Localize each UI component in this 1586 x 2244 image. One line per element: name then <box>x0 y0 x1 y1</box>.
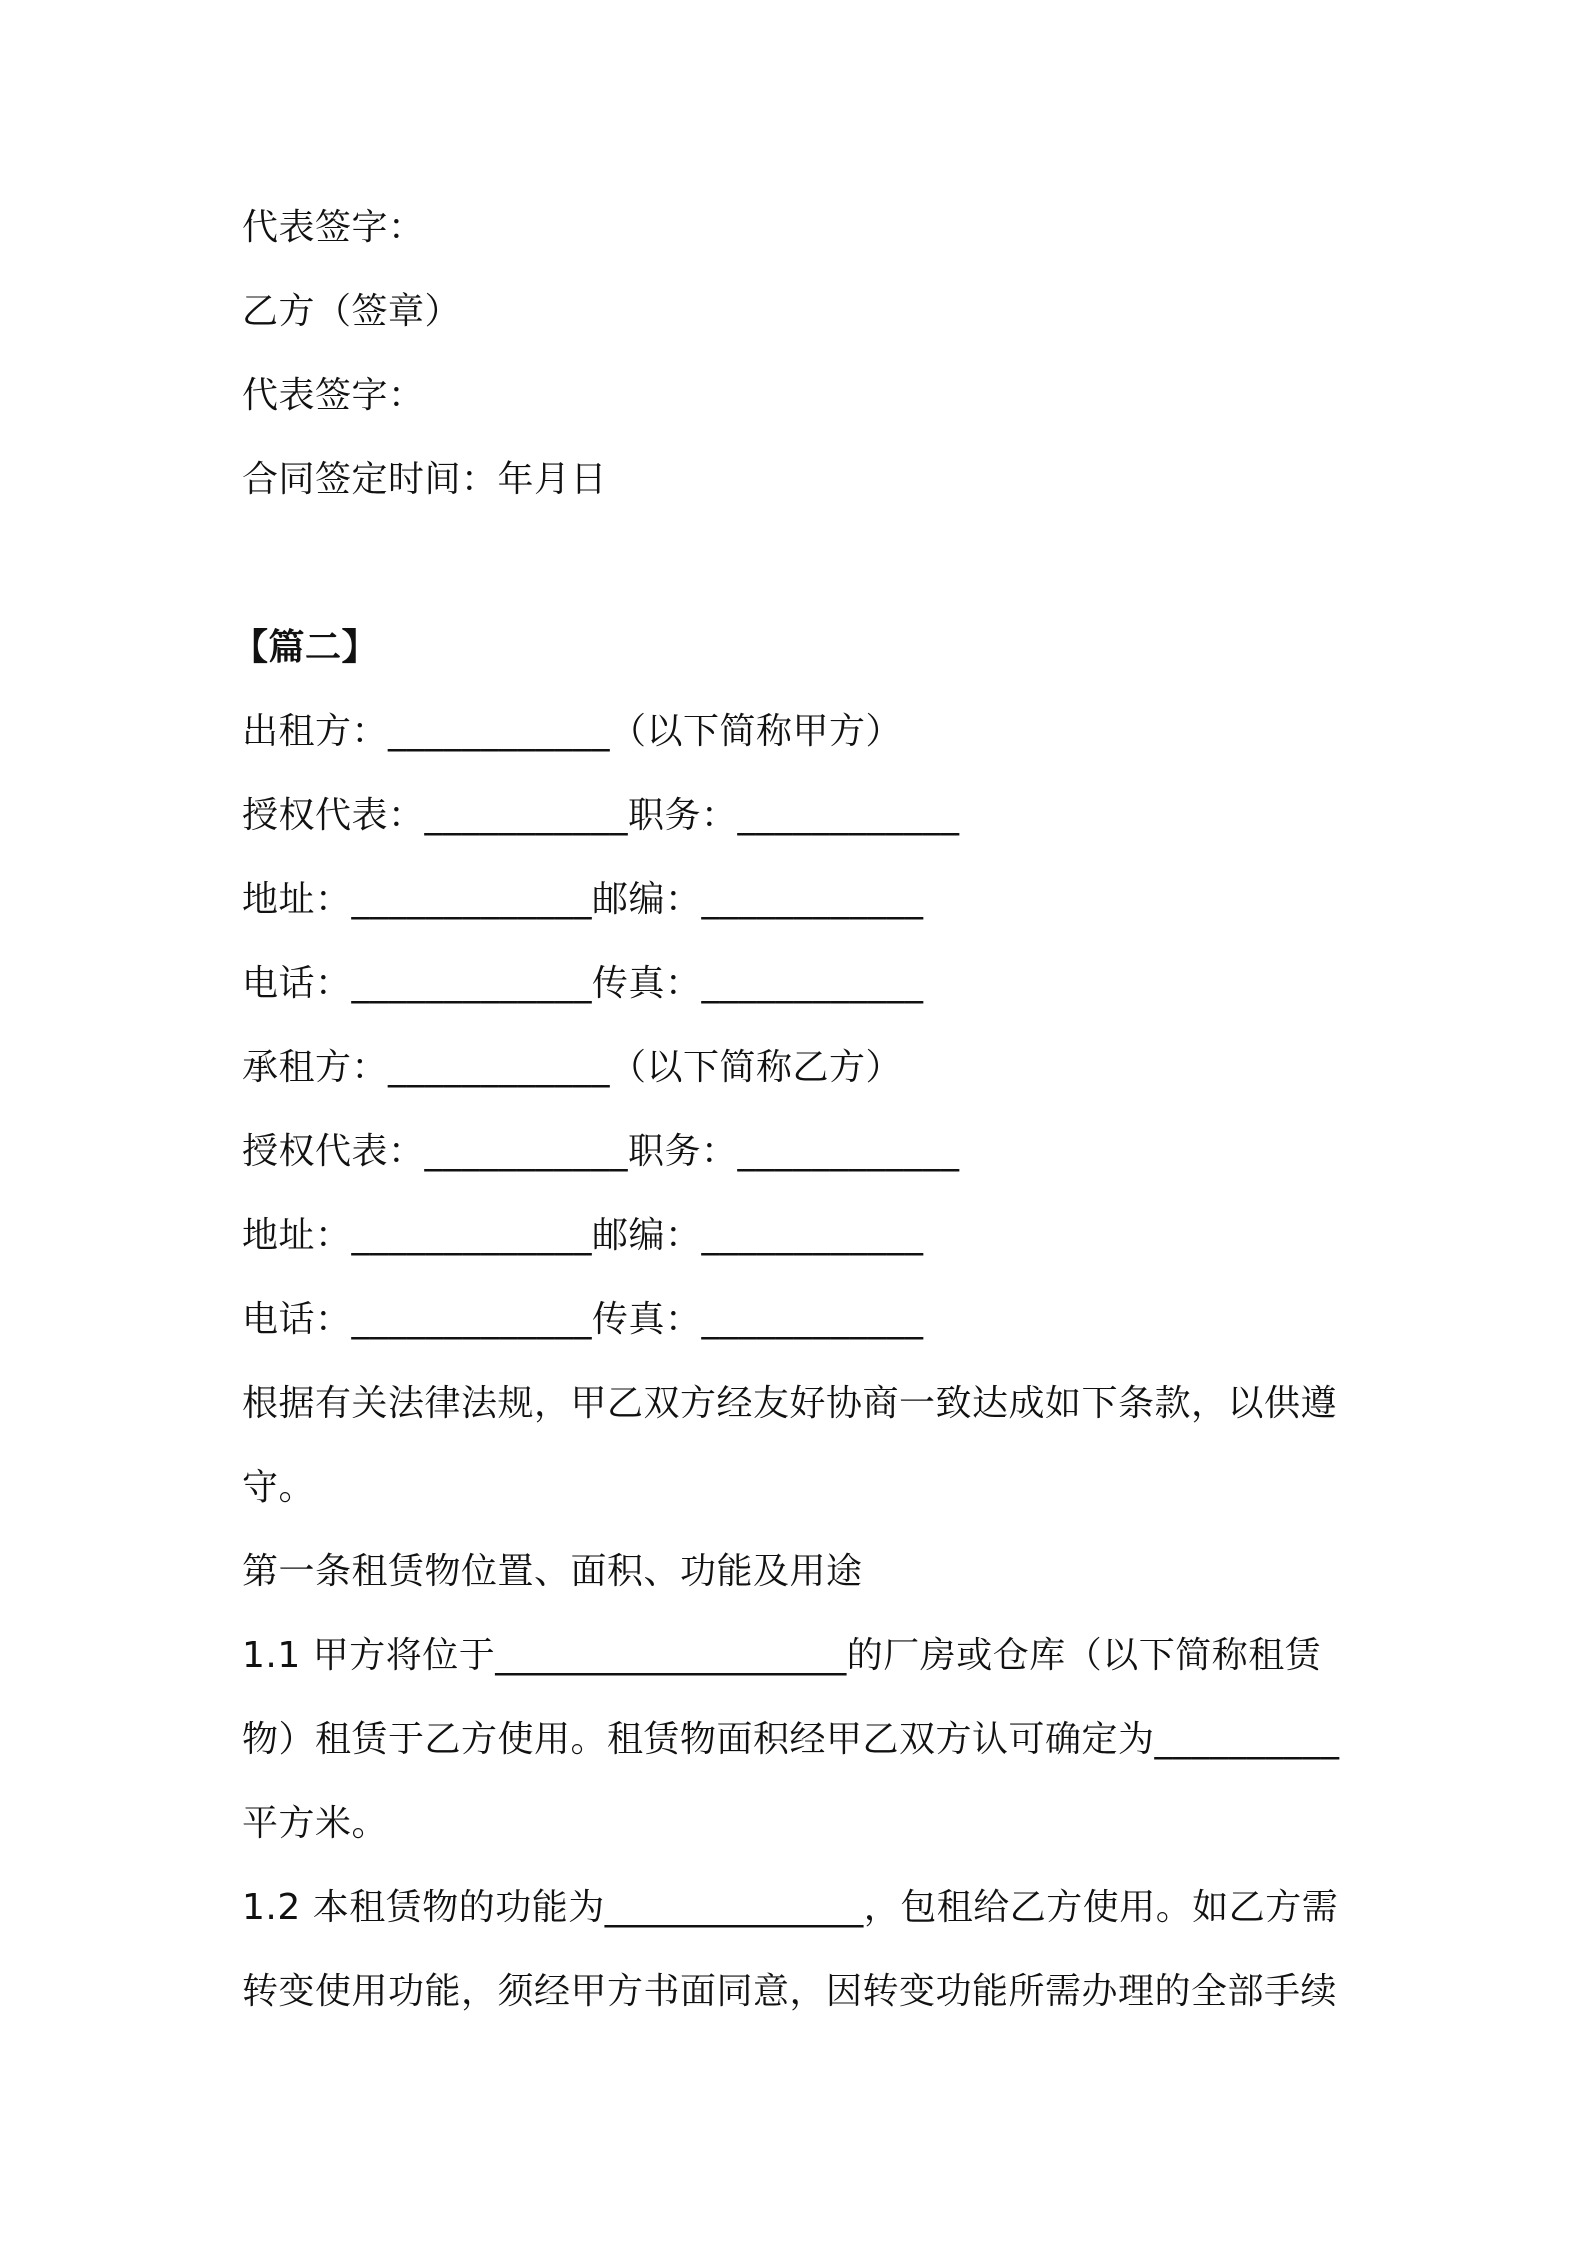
intro-paragraph-line-1: 根据有关法律法规，甲乙双方经友好协商一致达成如下条款，以供遵 <box>242 1383 1338 1424</box>
clause-1-2-line-1: 1.2 本租赁物的功能为______________，包租给乙方使用。如乙方需 <box>242 1887 1339 1928</box>
lessor-address-line: 地址：_____________邮编：____________ <box>242 879 924 920</box>
clause-1-1-line-3: 平方米。 <box>242 1803 389 1844</box>
lessor-line: 出租方：____________（以下简称甲方） <box>242 711 903 752</box>
intro-paragraph-line-2: 守。 <box>242 1467 316 1508</box>
lessee-line: 承租方：____________（以下简称乙方） <box>242 1047 903 1088</box>
section-heading: 【篇二】 <box>232 627 379 668</box>
lessor-phone-line: 电话：_____________传真：____________ <box>242 963 924 1004</box>
lessee-representative-line: 授权代表：___________职务：____________ <box>242 1131 960 1172</box>
clause-1-1-line-1: 1.1 甲方将位于___________________的厂房或仓库（以下简称租赁 <box>242 1635 1322 1676</box>
rep-signature-line-b: 代表签字： <box>242 375 425 416</box>
lessor-representative-line: 授权代表：___________职务：____________ <box>242 795 960 836</box>
lessee-phone-line: 电话：_____________传真：____________ <box>242 1299 924 1340</box>
clause-1-2-line-2: 转变使用功能，须经甲方书面同意，因转变功能所需办理的全部手续 <box>242 1971 1338 2012</box>
party-b-seal-line: 乙方（签章） <box>242 291 462 332</box>
clause-1-1-line-2: 物）租赁于乙方使用。租赁物面积经甲乙双方认可确定为__________ <box>242 1719 1340 1760</box>
article-1-title: 第一条租赁物位置、面积、功能及用途 <box>242 1551 863 1592</box>
lessee-address-line: 地址：_____________邮编：____________ <box>242 1215 924 1256</box>
contract-sign-date: 合同签定时间：年月日 <box>242 459 608 500</box>
rep-signature-line-a: 代表签字： <box>242 207 425 248</box>
